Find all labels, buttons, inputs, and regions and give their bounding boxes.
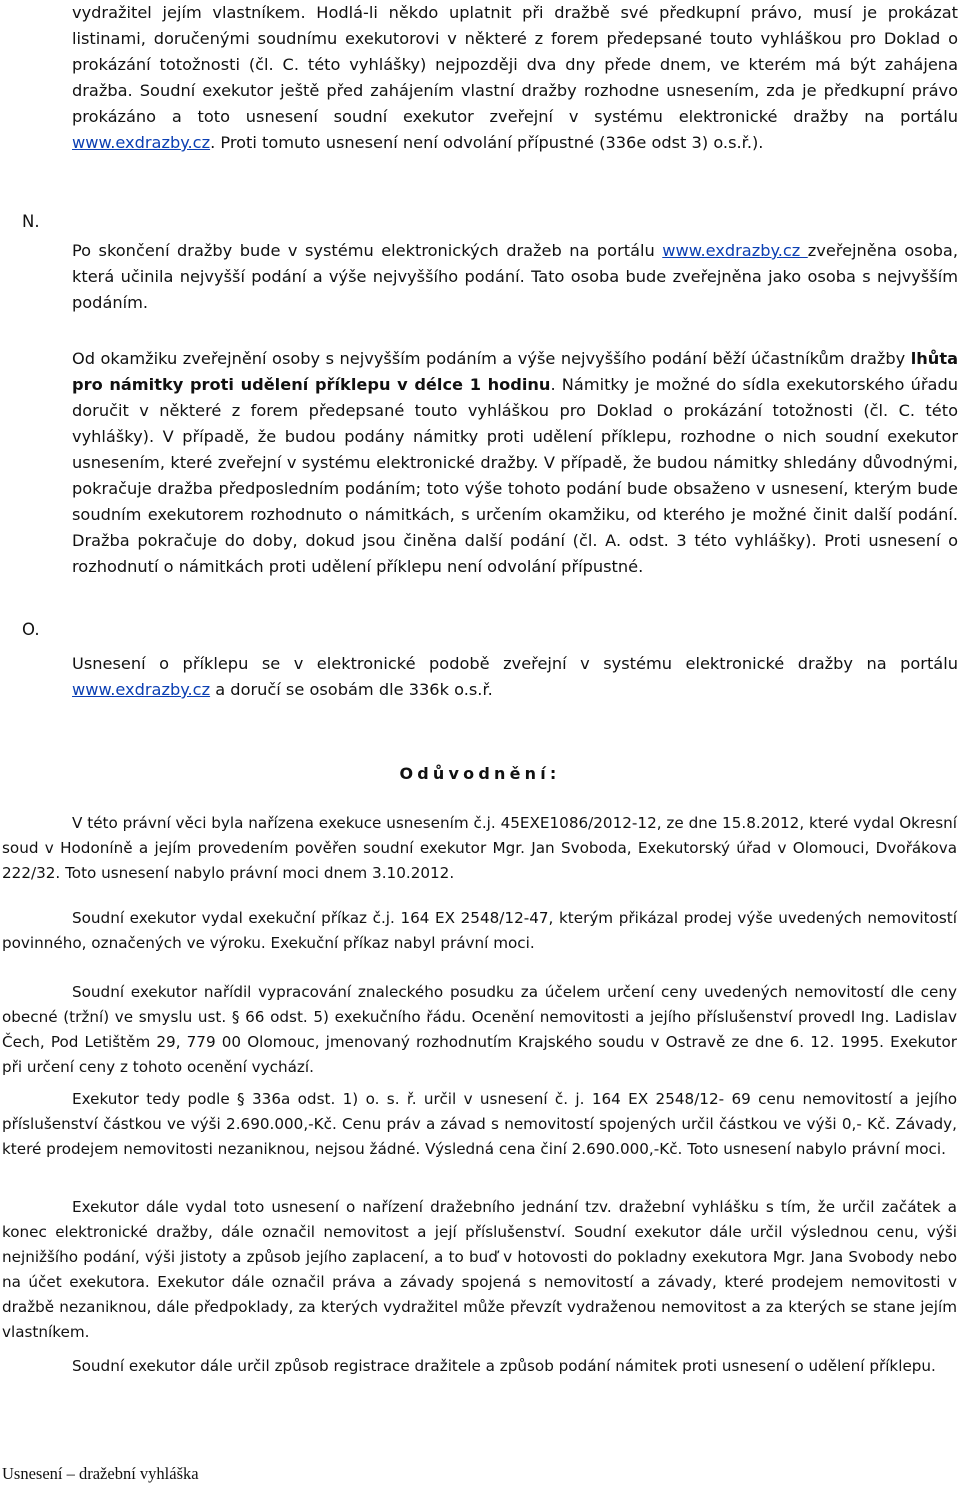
section-o-paragraph-1 <box>72 346 958 580</box>
portal-link[interactable]: www.exdrazby.cz <box>72 680 211 699</box>
reasoning-paragraph-2: Soudní exekutor vydal exekuční příkaz č.j. 164 EX 2548/12-47, kterým přikázal prodej výše uvedených nemovitostí povinného, označených ve výroku. Exekuční příkaz nabyl právní moci. <box>2 909 957 952</box>
reasoning-paragraph-5: Exekutor dále vydal toto usnesení o nařízení dražebního jednání tzv. dražební vyhlášku s tím, že určil začátek a konec elektronické dražby, dále označil nemovitost a její příslušenství. Soudní exekutor dále určil výslednou cenu, výši nejnižšího podání, výši jistoty a způsob jejího zaplacení, a to buď v hotovosti do pokladny exekutora Mgr. Jana Svobody nebo na účet exekutora. Exekutor dále označil práva a závady spojená s nemovitostí a závady, které prodejem nemovitosti v dražbě nezaniknou, dále předpoklady, za kterých vydražitel může převzít vydraženou nemovitost a za kterých se stane jejím vlastníkem. <box>2 1198 957 1341</box>
portal-link[interactable]: www.exdrazby.cz <box>72 133 211 152</box>
objection-deadline: lhůta pro námitky proti udělení příklepu v délce 1 hodinu <box>72 349 958 394</box>
section-n-marker: N. <box>22 212 40 231</box>
reasoning-paragraph-1: V této právní věci byla nařízena exekuce usnesením č.j. 45EXE1086/2012-12, ze dne 15.8.2012, které vydal Okresní soud v Hodoníně a jejím provedením pověřen soudní exekutor Mgr. Jan Svoboda, Exekutorský úřad v Olomouci, Dvořákova 222/32. Toto usnesení nabylo právní moci dnem 3.10.2012. <box>2 814 957 882</box>
reasoning-paragraph-3: Soudní exekutor nařídil vypracování znaleckého posudku za účelem určení ceny uvedených nemovitostí dle ceny obecné (tržní) ve smyslu ust. § 66 odst. 5) exekučního řádu. Ocenění nemovitosti a jejího příslušenství provedl Ing. Ladislav Čech, Pod Letištěm 29, 779 00 Olomouc, jmenovaný rozhodnutím Krajského soudu v Ostravě ze dne 6. 12. 1995. Exekutor při určení ceny z tohoto ocenění vychází. <box>2 983 957 1076</box>
section-m-tail: . Proti tomuto usnesení není odvolání přípustné (336e odst 3) o.s.ř.). <box>210 133 764 152</box>
section-o-p2-before: Usnesení o příklepu se v elektronické podobě zveřejní v systému elektronické dražby na portálu <box>72 654 958 673</box>
section-o-marker: O. <box>22 620 40 639</box>
section-o-text-before: Od okamžiku zveřejnění osoby s nejvyšším podáním a výše nejvyššího podání běží účastníkům dražby <box>72 349 911 368</box>
section-n-text-after: zveřejněna osoba, která učinila nejvyšší podání a výše nejvyššího podání. Tato osoba bude zveřejněna jako osoba s nejvyšším podáním. <box>72 241 958 312</box>
section-n-paragraph <box>72 238 958 316</box>
section-o-p2-after: a doručí se osobám dle 336k o.s.ř. <box>210 680 493 699</box>
section-o-paragraph-2 <box>72 651 958 703</box>
portal-link[interactable]: www.exdrazby.cz <box>662 241 808 260</box>
section-m-continuation <box>72 0 958 156</box>
reasoning-paragraph-6: Soudní exekutor dále určil způsob registrace dražitele a způsob podání námitek proti usnesení o udělení příklepu. <box>72 1357 936 1375</box>
reasoning-paragraph-4: Exekutor tedy podle § 336a odst. 1) o. s. ř. určil v usnesení č. j. 164 EX 2548/12- 69 cenu nemovitostí a jejího příslušenství částkou ve výši 2.690.000,-Kč. Cenu práv a závad s nemovitostí spojených určil částkou ve výši 0,- Kč. Závady, které prodejem nemovitosti nezaniknou, nejsou žádné. Výsledná cena činí 2.690.000,-Kč. Toto usnesení nabylo právní moci. <box>2 1090 957 1158</box>
section-n-text-before: Po skončení dražby bude v systému elektronických dražeb na portálu <box>72 241 663 260</box>
page-footer: Usnesení – dražební vyhláška <box>2 1464 199 1483</box>
section-m-text: vydražitel jejím vlastníkem. Hodlá-li někdo uplatnit při dražbě své předkupní právo, musí je prokázat listinami, doručenými soudnímu exekutorovi v některé z forem předepsané touto vyhláškou pro Doklad o prokázání totožnosti (čl. C. této vyhlášky) nejpozději dva dny přede dnem, ve kterém má být zahájena dražba. Soudní exekutor ještě před zahájením vlastní dražby rozhodne usnesením, zda je předkupní právo prokázáno a toto usnesení soudní exekutor zveřejní v systému elektronické dražby na portálu <box>72 3 958 126</box>
reasoning-heading: Odůvodnění: <box>399 764 561 783</box>
section-o-text-after: . Námitky je možné do sídla exekutorského úřadu doručit v některé z forem předepsané touto vyhláškou pro Doklad o prokázání totožnosti (čl. C. této vyhlášky). V případě, že budou podány námitky proti udělení příklepu, rozhodne o nich soudní exekutor usnesením, které zveřejní v systému elektronické dražby. V případě, že budou námitky shledány důvodnými, pokračuje dražba předposledním podáním; toto výše tohoto podání bude obsaženo v usnesení, kterým bude soudním exekutorem rozhodnuto o námitkách, s určením okamžiku, od kterého je možné činit další podání. Dražba pokračuje do doby, dokud jsou činěna další podání (čl. A. odst. 3 této vyhlášky). Proti usnesení o rozhodnutí o námitkách proti udělení příklepu není odvolání přípustné. <box>72 375 958 576</box>
